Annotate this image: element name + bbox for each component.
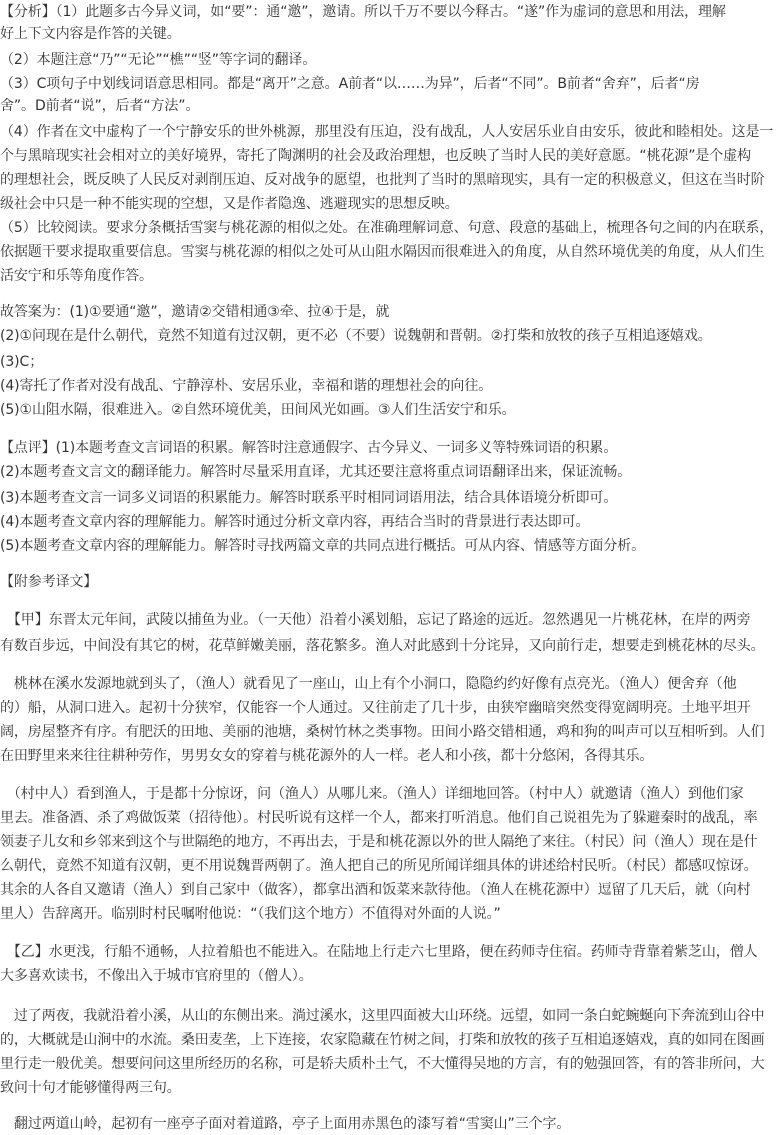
- text-line: （3）C项句子中划线词语意思相同。都是“离开”之意。A前者“以……为异”，后者“不同”。B前者“舍弃”，后者“房: [0, 76, 700, 92]
- text-line: 【乙】水更浅，行船不通畅，人拉着船也不能进入。在陆地上行走六七里路，便在药师寺住宿。药师寺背靠着紫芝山，僧人: [0, 944, 758, 960]
- text-line: （4）作者在文中虚构了一个宁静安乐的世外桃源，那里没有压迫，没有战乱，人人安居乐业自由安乐，彼此和睦相处。这是一: [0, 124, 774, 140]
- text-line: 过了两夜，我就沿着小溪，从山的东侧出来。淌过溪水，这里四面被大山环绕。远望，如同一条白蛇蜿蜒向下奔流到山谷中: [0, 1008, 765, 1024]
- text-line: 依据题干要求提取重要信息。雪窦与桃花源的相似之处可从山阻水隔因而很难进入的角度，从自然环境优美的角度，从人们生: [0, 244, 765, 260]
- text-line: 里人）告辞离开。临别时村民嘱咐他说：“（我们这个地方）不值得对外面的人说。”: [0, 906, 501, 922]
- text-line: 里行走一般优美。想要问问这里所经历的名称，可是轿夫质朴土气，不大懂得吴地的方言，有的勉强回答，有的答非所问，大: [0, 1056, 765, 1072]
- text-line: 在田野里来来往往耕种劳作，男男女女的穿着与桃花源外的人一样。老人和小孩，都十分悠闲，各得其乐。: [0, 748, 654, 764]
- text-line: 级社会中只是一种不能实现的空想，又是作者隐逸、逃避现实的思想反映。: [0, 196, 459, 212]
- text-line: 领妻子儿女和乡邻来到这个与世隔绝的地方，不再出去，于是和桃花源以外的世人隔绝了来往。（村民）问（渔人）现在是什: [0, 834, 758, 850]
- text-line: 大多喜欢读书，不像出入于城市官府里的（僧人）。: [0, 968, 313, 984]
- text-line: (5)①山阻水隔，很难进入。②自然环境优美，田间风光如画。③人们生活安宁和乐。: [0, 402, 516, 418]
- text-line: 里去。准备酒、杀了鸡做饭菜（招待他）。村民听说有这样一个人，都来打听消息。他们自己说祖先为了躲避秦时的战乱，率: [0, 810, 758, 826]
- text-line: 的）船，从洞口进入。起初十分狭窄，仅能容一个人通过。又往前走了几十步，由狭窄幽暗突然变得宽阔明亮。土地平坦开: [0, 700, 751, 716]
- text-line: 阔，房屋整齐有序。有肥沃的田地、美丽的池塘，桑树竹林之类事物。田间小路交错相通，鸡和狗的叫声可以互相听到。人们: [0, 724, 765, 740]
- text-line: 【甲】东晋太元年间，武陵以捕鱼为业。（一天他）沿着小溪划船，忘记了路途的远近。忽然遇见一片桃花林，在岸的两旁: [0, 612, 751, 628]
- text-line: 的理想社会，既反映了人民反对剥削压迫、反对战争的愿望，也批判了当时的黑暗现实，具有一定的积极意义，但这在当时阶: [0, 172, 765, 188]
- text-line: (2)本题考查文言文的翻译能力。解答时尽量采用直译，尤其还要注意将重点词语翻译出来，保证流畅。: [0, 464, 632, 480]
- text-line: 有数百步远，中间没有其它的树，花草鲜嫩美丽，落花繁多。渔人对此感到十分诧异，又向前行走，想要走到桃花林的尽头。: [0, 638, 765, 654]
- text-line: 活安宁和乐等角度作答。: [0, 268, 153, 284]
- text-line: 桃林在溪水发源地就到头了，（渔人）就看见了一座山，山上有个小洞口，隐隐约约好像有点亮光。（渔人）便舍弃（他: [0, 676, 737, 692]
- text-line: 故答案为：(1)①要通“邀”，邀请②交错相通③牵、拉④于是，就: [0, 304, 390, 320]
- text-line: （5）比较阅读。要求分条概括雪窦与桃花源的相似之处。在准确理解词意、句意、段意的基础上，梳理各句之间的内在联系，: [0, 220, 774, 236]
- text-line: (3)C；: [0, 354, 44, 370]
- text-line: 【分析】（1）此题多古今异义词，如“要”：通“邀”，邀请。所以千万不要以今释古。“遂”作为虚词的意思和用法，理解: [0, 4, 726, 20]
- text-line: （2）本题注意“乃”“无论”“樵”“竖”等字词的翻译。: [0, 52, 317, 68]
- text-line: 翻过两道山岭，起初有一座亭子面对着道路，亭子上面用赤黑色的漆写着“雪窦山”三个字。: [0, 1116, 571, 1132]
- text-line: 致问十句才能够懂得两三句。: [0, 1080, 181, 1096]
- text-line: (4)本题考查文章内容的理解能力。解答时通过分析文章内容，再结合当时的背景进行表达即可。: [0, 514, 590, 530]
- text-line: (2)①问现在是什么朝代，竟然不知道有过汉朝，更不必（不要）说魏朝和晋朝。②打柴和放牧的孩子互相追逐嬉戏。: [0, 328, 712, 344]
- text-line: 好上下文内容是作答的关键。: [0, 26, 181, 42]
- text-line: (4)寄托了作者对没有战乱、宁静淳朴、安居乐业，幸福和谐的理想社会的向往。: [0, 378, 493, 394]
- text-line: （村中人）看到渔人，于是都十分惊讶，问（渔人）从哪儿来。（渔人）详细地回答。（村中人）就邀请（渔人）到他们家: [0, 786, 744, 802]
- text-line: 舍”。D前者“说”，后者“方法”。: [0, 98, 200, 114]
- text-line: (5)本题考查文章内容的理解能力。解答时寻找两篇文章的共同点进行概括。可从内容、情感等方面分析。: [0, 538, 646, 554]
- text-line: (3)本题考查文言一词多义词语的积累能力。解答时联系平时相同词语用法，结合具体语境分析即可。: [0, 490, 618, 506]
- text-line: 个与黑暗现实社会相对立的美好境界，寄托了陶渊明的社会及政治理想，也反映了当时人民的美好意愿。“桃花源”是个虚构: [0, 148, 752, 164]
- text-line: 其余的人各自又邀请（渔人）到自己家中（做客），都拿出酒和饭菜来款待他。（渔人在桃花源中）逗留了几天后，就（向村: [0, 882, 751, 898]
- text-line: 【点评】(1)本题考查文言词语的积累。解答时注意通假字、古今异义、一词多义等特殊词语的积累。: [0, 440, 618, 456]
- text-line: 的，大概就是山涧中的水流。桑田麦垄，上下连接，农家隐藏在竹树之间，打柴和放牧的孩子互相追逐嬉戏，真的如同在图画: [0, 1032, 765, 1048]
- text-line: 【附参考译文】: [0, 574, 98, 590]
- text-line: 么朝代，竟然不知道有汉朝，更不用说魏晋两朝了。渔人把自己的所见所闻详细具体的讲述给村民听。（村民）都感叹惊讶。: [0, 858, 758, 874]
